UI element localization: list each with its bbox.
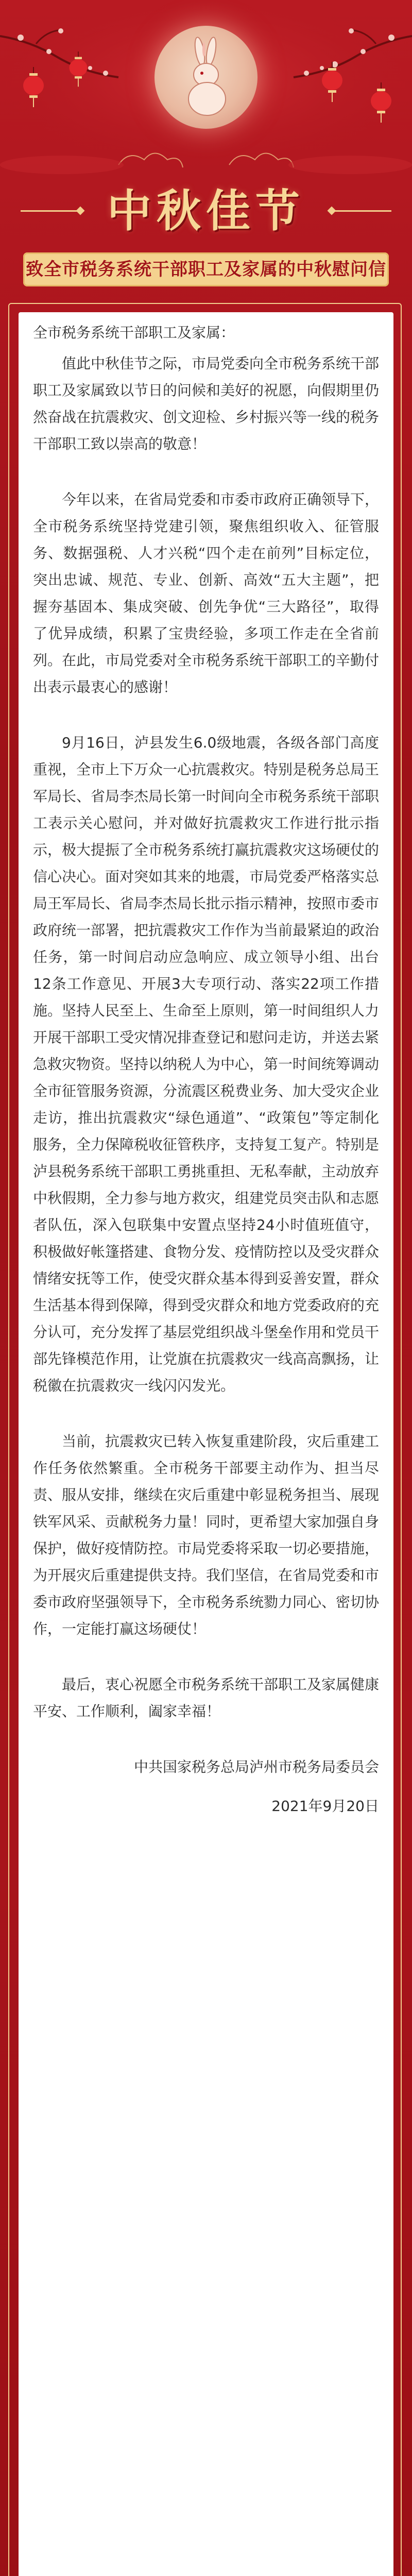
letter-greeting: 全市税务系统干部职工及家属： [33, 324, 235, 341]
letter-paragraph: 今年以来，在省局党委和市委市政府正确领导下，全市税务系统坚持党建引领，聚焦组织收入、征管服务、数据强税、人才兴税“四个走在前列”目标定位，突出忠诚、规范、专业、创新、高效“五大主题”，把握夯基固本、集成突破、创先争优“三大路径”，取得了优异成绩，积累了宝贵经验，多项工作走在全省前列。在此，市局党委对全市税务系统干部职工的辛勤付出表示最衷心的感谢！ [33, 491, 380, 696]
lantern-icon [67, 52, 90, 88]
subtitle-text: 致全市税务系统干部职工及家属的中秋慰问信 [26, 259, 386, 280]
letter-body [33, 319, 379, 1820]
letter-paragraph: 值此中秋佳节之际，市局党委向全市税务系统干部职工及家属致以节日的问候和美好的祝愿，向假期里仍然奋战在抗震救灾、创文迎检、乡村振兴等一线的税务干部职工致以崇高的敬意！ [33, 355, 380, 452]
lantern-icon [21, 67, 46, 108]
main-title: 中秋佳节 [107, 185, 305, 237]
rabbit-icon [170, 36, 242, 118]
blossom-branch-left [0, 21, 124, 98]
lantern-icon [368, 82, 394, 124]
cloud-decoration [0, 129, 412, 175]
letter-paragraph: 当前，抗震救灾已转入恢复重建阶段，灾后重建工作任务依然繁重。全市税务干部要主动作为、担当尽责、服从安排，继续在灾后重建中彰显税务担当、展现铁军风采、贡献税务力量！同时，更希望大家加强自身保护，做好疫情防控。市局党委将采取一切必要措施，为开展灾后重建提供支持。我们坚信，在省局党委和市委市政府坚强领导下，全市税务系统勠力同心、密切协作，一定能打赢这场硬仗！ [33, 1433, 380, 1637]
letter-paragraph: 9月16日，泸县发生6.0级地震，各级各部门高度重视，全市上下万众一心抗震救灾。特别是税务总局王军局长、省局李杰局长第一时间向全市税务系统干部职工表示关心慰问，并对做好抗震救灾工作进行批示指示，极大提振了全市税务系统打赢抗震救灾这场硬仗的信心决心。面对突如其来的地震，市局党委严格落实总局王军局长、省局李杰局长批示指示精神，按照市委市政府统一部署，把抗震救灾工作作为当前最紧迫的政治任务，第一时间启动应急响应、成立领导小组、出台12条工作意见、开展3大专项行动、落实22项工作措施。坚持人民至上、生命至上原则，第一时间组织人力开展干部职工受灾情况排查登记和慰问走访，并送去紧急救灾物资。坚持以纳税人为中心，第一时间统筹调动全市征管服务资源，分流震区税费业务、加大受灾企业走访，推出抗震救灾“绿色通道”、“政策包”等定制化服务，全力保障税收征管秩序，支持复工复产。特别是泸县税务系统干部职工勇挑重担、无私奉献，主动放弃中秋假期，全力参与地方救灾，组建党员突击队和志愿者队伍，深入包联集中安置点坚持24小时值班值守，积极做好帐篷搭建、食物分发、疫情防控以及受灾群众情绪安抚等工作，使受灾群众基本得到妥善安置，群众生活基本得到保障，得到受灾群众和地方党委政府的充分认可，充分发挥了基层党组织战斗堡垒作用和党员干部先锋模范作用，让党旗在抗震救灾一线高高飘扬，让税徽在抗震救灾一线闪闪发光。 [33, 734, 380, 1394]
letter-paragraph: 最后，衷心祝愿全市税务系统干部职工及家属健康平安、工作顺利，阖家幸福！ [33, 1676, 380, 1720]
letter-date: 2021年9月20日 [271, 1798, 379, 1815]
title-block [0, 180, 412, 242]
header-banner [0, 0, 412, 309]
letter-signature: 中共国家税务总局泸州市税务局委员会 [133, 1758, 379, 1775]
lantern-icon [319, 62, 345, 103]
subtitle-bar [23, 252, 389, 286]
